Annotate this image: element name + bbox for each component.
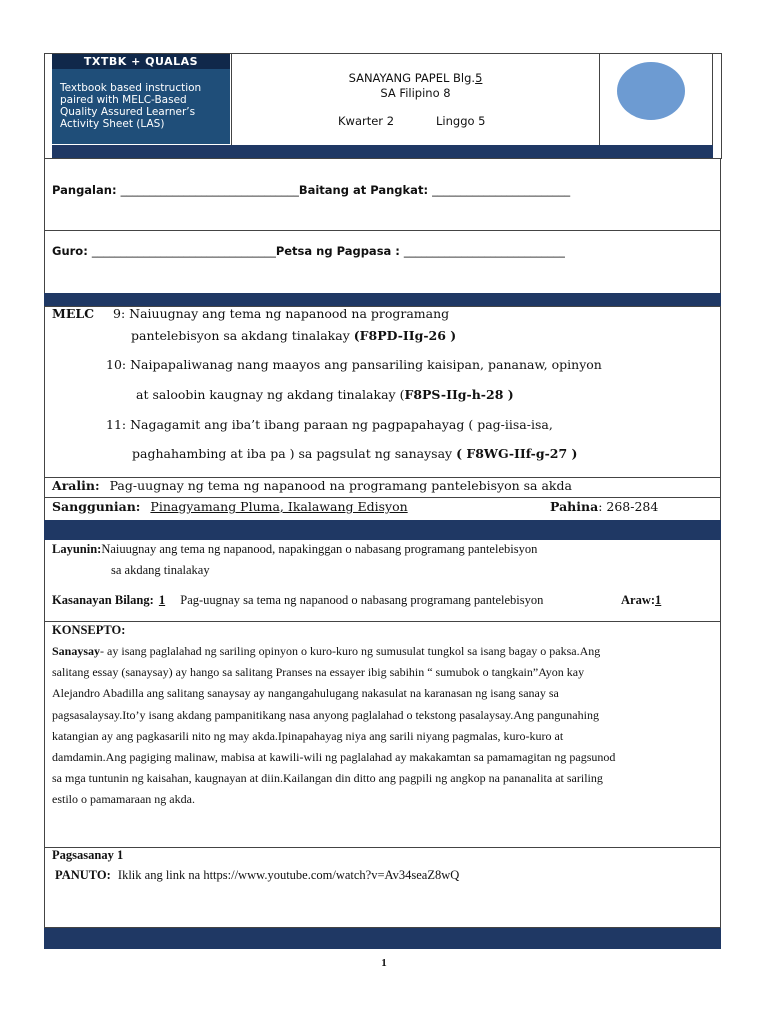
section-bar	[44, 520, 721, 540]
aralin-row	[52, 478, 572, 493]
name-label: Pangalan:	[52, 183, 117, 197]
teacher-field	[52, 244, 565, 258]
teacher-label: Guro:	[52, 244, 88, 258]
kasanayan-number: 1	[158, 593, 166, 607]
page-values: : 268-284	[598, 499, 659, 514]
header-divider	[712, 53, 713, 146]
layunin-label: Layunin:	[52, 542, 102, 556]
melc-item-10-line1: 10: Naipapaliwanag nang maayos ang pansariling kaisipan, pananaw, opinyon	[106, 357, 602, 372]
melc-item-text: pantelebisyon sa akdang tinalakay	[131, 328, 354, 343]
grade-label: Baitang at Pangkat:	[298, 183, 429, 197]
row-divider	[44, 847, 721, 848]
konsepto-line: katangian ay ang pagkasarili nito ng may akda.Ipinapahayag niya ang sarili niyang pagmalas, kuro-kuro at	[52, 728, 564, 743]
melc-label: MELC	[52, 306, 95, 321]
panuto-label: PANUTO:	[55, 868, 111, 882]
quarter-label: Kwarter 2	[338, 114, 395, 128]
melc-item-11-line2	[132, 446, 577, 461]
teacher-blank[interactable]: ________________________________	[91, 244, 276, 258]
konsepto-body	[52, 641, 717, 811]
melc-code: (F8PD-IIg-26 )	[353, 328, 457, 343]
sanggunian-label: Sanggunian:	[52, 499, 141, 514]
melc-item-10-line2	[136, 387, 514, 402]
melc-item-text: at saloobin kaugnay ng akdang tinalakay (	[136, 387, 405, 402]
konsepto-line	[52, 641, 717, 662]
layunin-text: Naiuugnay ang tema ng napanood, napakinggan o nabasang programang pantelebisyon	[101, 542, 538, 556]
txtbk-badge	[52, 54, 230, 144]
week-label: Linggo 5	[436, 114, 486, 128]
day-label: Araw:	[621, 593, 656, 607]
badge-title: TXTBK + QUALAS	[52, 54, 230, 69]
melc-item-9-line2	[131, 328, 456, 343]
konsepto-term: Sanaysay	[52, 644, 101, 658]
konsepto-line: sa mga tuntunin ng kaisahan, kaugnayan at diin.Kailangan din ditto ang pagpili ng angkop na pananalita at sariling	[52, 771, 603, 786]
layunin-line2: sa akdang tinalakay	[111, 563, 210, 577]
teacher-row	[44, 230, 721, 294]
kasanayan-text: Pag-uugnay sa tema ng napanood o nabasang programang pantelebisyon	[180, 593, 544, 607]
melc-bar	[44, 293, 721, 306]
grade-blank[interactable]: ________________________	[432, 183, 571, 197]
sanggunian-row	[52, 499, 408, 514]
page-label: Pahina	[550, 499, 599, 514]
row-divider	[44, 621, 721, 622]
konsepto-text: - ay isang paglalahad ng sariling opinyon o kuro-kuro ng sumusulat tungkol sa isang bagay o paksa.Ang	[100, 644, 601, 658]
melc-code: F8PS-IIg-h-28 )	[404, 387, 514, 402]
badge-description: Textbook based instruction paired with MELC-Based Quality Assured Learner’s Activity Sheet (LAS)	[60, 82, 202, 130]
row-divider	[44, 497, 721, 498]
melc-code: ( F8WG-IIf-g-27 )	[456, 446, 578, 461]
konsepto-line: pagsasalaysay.Ito’y isang akdang pampanitikang nasa anyong paglalahad o tekstong pasalaysay.Ang pangunahing	[52, 707, 599, 722]
aralin-label: Aralin:	[52, 478, 100, 493]
aralin-text: Pag-uugnay ng tema ng napanood na programang pantelebisyon sa akda	[109, 478, 572, 493]
paper-title-prefix: SANAYANG PAPEL Blg.	[348, 71, 476, 85]
kasanayan-label: Kasanayan Bilang:	[52, 593, 154, 607]
header-divider	[599, 53, 600, 146]
paper-number: 5	[475, 71, 483, 85]
page-number: 1	[381, 957, 387, 969]
date-blank[interactable]: ____________________________	[403, 244, 565, 258]
konsepto-line: damdamin.Ang pagiging malinaw, mabisa at kawili-wili ng paglalahad ay makakamtan sa pamamagitan ng pagsunod	[52, 750, 616, 765]
day-field	[621, 593, 661, 608]
konsepto-heading: KONSEPTO:	[52, 623, 126, 637]
sanggunian-text: Pinagyamang Pluma, Ikalawang Edisyon	[150, 499, 408, 514]
subject-title: SA Filipino 8	[380, 86, 451, 100]
konsepto-line: salitang essay (sanaysay) ay hango sa salitang Pranses na essayer ibig sabihin “ sumubok o tangkain”Ayon kay	[52, 665, 585, 680]
konsepto-line: estilo o pamamaraan ng akda.	[52, 792, 195, 807]
layunin-row	[52, 542, 537, 557]
name-field	[52, 183, 570, 197]
pagsasanay-heading: Pagsasanay 1	[52, 848, 124, 862]
panuto-link[interactable]: Iklik ang link na https://www.youtube.com/watch?v=Av34seaZ8wQ	[117, 868, 460, 882]
melc-item-9-line1: 9: Naiuugnay ang tema ng napanood na programang	[113, 306, 450, 321]
header-bar	[52, 145, 713, 158]
konsepto-line: Alejandro Abadilla ang salitang sanaysay ay nangangahulugang nakasulat na karanasan ng isang sanay sa	[52, 686, 559, 701]
panuto-row	[55, 868, 459, 883]
page-range	[550, 499, 658, 514]
paper-title	[232, 71, 599, 85]
melc-item-11-line1: 11: Nagagamit ang iba’t ibang paraan ng pagpapahayag ( pag-iisa-isa,	[106, 417, 553, 432]
footer-bar	[44, 928, 721, 949]
melc-item-text: paghahambing at iba pa ) sa pagsulat ng sanaysay	[132, 446, 457, 461]
day-value: 1	[655, 593, 662, 607]
date-label: Petsa ng Pagpasa :	[275, 244, 400, 258]
kasanayan-row	[52, 593, 543, 608]
school-logo	[617, 62, 685, 120]
name-blank[interactable]: _______________________________	[120, 183, 299, 197]
